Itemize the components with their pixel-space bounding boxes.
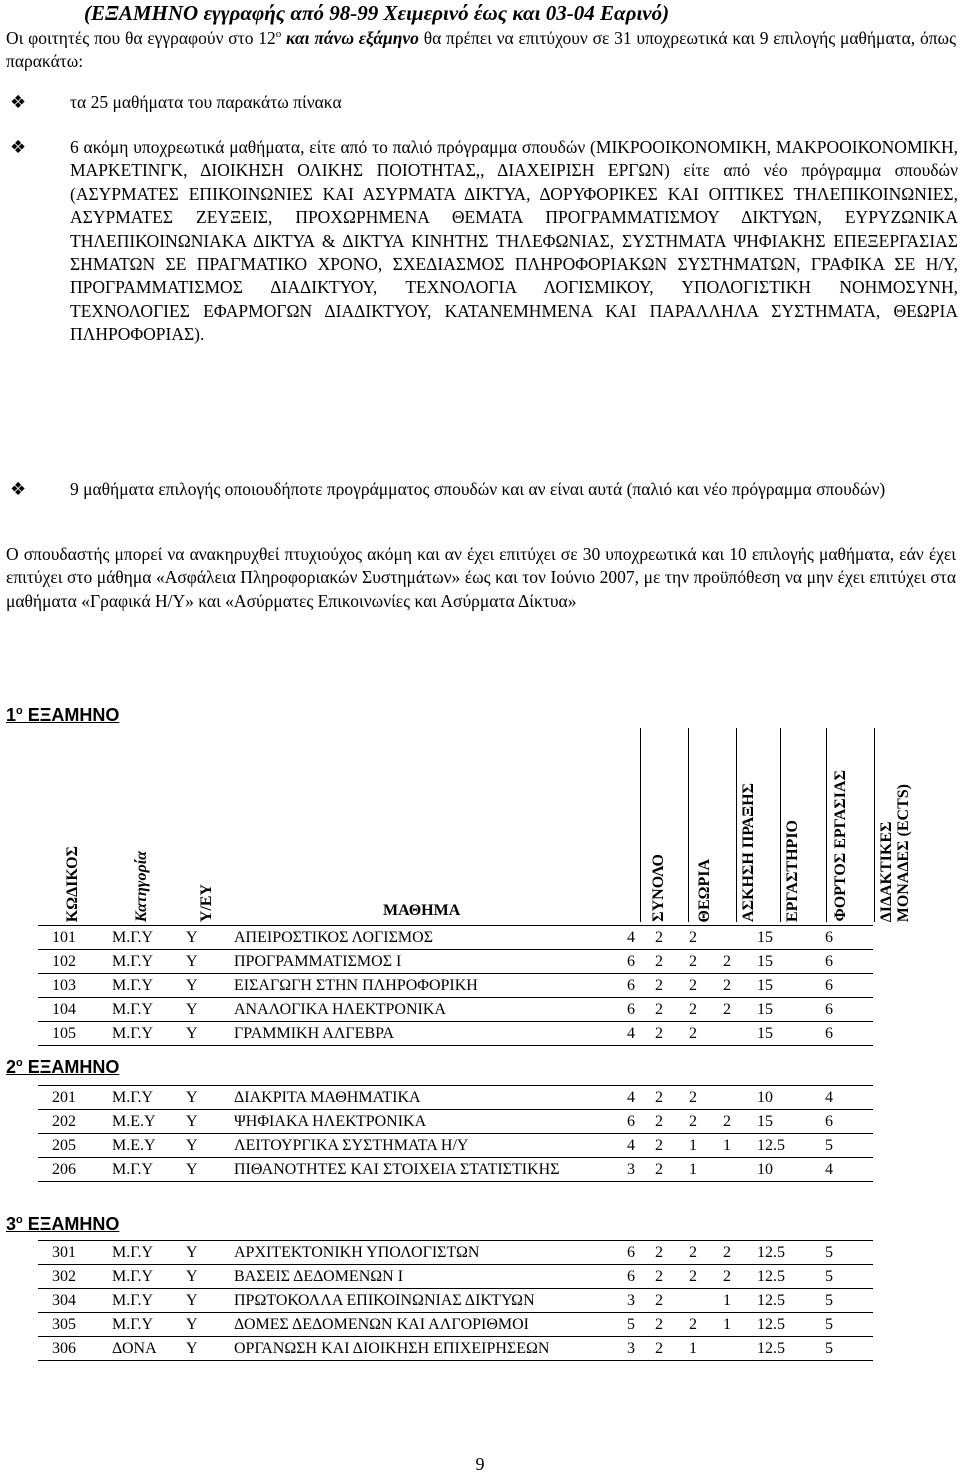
course-theory-hours: 2 [651,1086,685,1110]
course-name: ΒΑΣΕΙΣ ΔΕΔΟΜΕΝΩΝ Ι [230,1265,623,1289]
semester-sup: ο [16,1214,23,1226]
page-number: 9 [475,1454,485,1474]
course-total-hours: 6 [623,1241,651,1265]
course-table [38,1240,873,1361]
course-theory-hours: 2 [651,926,685,950]
course-theory-hours: 2 [651,1022,685,1046]
intro-text-post: θα πρέπει να επιτύχουν σε 31 υποχρεωτικά και 9 επιλογής μαθήματα, όπως παρακάτω: [6,28,957,72]
header-type: Υ/ΕΥ [198,883,215,922]
course-ects: 5 [821,1241,873,1265]
course-category: Μ.Γ.Υ [108,1022,178,1046]
course-type: Υ [178,1110,230,1134]
course-name: ΕΙΣΑΓΩΓΗ ΣΤΗΝ ΠΛΗΡΟΦΟΡΙΚΗ [230,974,623,998]
course-theory-hours: 2 [651,1158,685,1182]
header-divider [780,728,781,922]
table-row [38,926,873,950]
course-ects: 4 [821,1158,873,1182]
course-type: Υ [178,1241,230,1265]
semester-sup: ο [16,705,23,717]
page-title: (ΕΞΑΜΗΝΟ εγγραφής από 98-99 Χειμερινό έως και 03-04 Εαρινό) [84,1,670,25]
course-name: ΟΡΓΑΝΩΣΗ ΚΑΙ ΔΙΟΙΚΗΣΗ ΕΠΙΧΕΙΡΗΣΕΩΝ [230,1337,623,1361]
intro-sup: ο [275,28,282,41]
header-divider [874,728,875,922]
course-workload: 12.5 [753,1241,821,1265]
course-total-hours: 6 [623,974,651,998]
course-practice-hours: 2 [685,974,719,998]
course-theory-hours: 2 [651,1337,685,1361]
course-total-hours: 4 [623,1022,651,1046]
course-lab-hours [719,926,753,950]
header-code: ΚΩΔΙΚΟΣ [64,845,81,922]
course-workload: 10 [753,1086,821,1110]
course-lab-hours: 1 [719,1313,753,1337]
course-type: Υ [178,1086,230,1110]
course-lab-hours: 2 [719,974,753,998]
course-workload: 15 [753,974,821,998]
header-divider [736,728,737,922]
course-category: Μ.Γ.Υ [108,1158,178,1182]
semester-heading [6,1056,119,1078]
course-lab-hours: 2 [719,1110,753,1134]
header-ects [878,784,912,922]
header-lab: ΕΡΓΑΣΤΗΡΙΟ [784,819,801,922]
course-category: Μ.Γ.Υ [108,926,178,950]
header-ects-line1: ΔΙΔΑΚΤΙΚΕΣ [878,821,895,922]
course-workload: 15 [753,1022,821,1046]
header-divider [826,728,827,922]
course-name: ΑΝΑΛΟΓΙΚΑ ΗΛΕΚΤΡΟΝΙΚΑ [230,998,623,1022]
course-code: 104 [38,998,108,1022]
course-name: ΓΡΑΜΜΙΚΗ ΑΛΓΕΒΡΑ [230,1022,623,1046]
table-row [38,1265,873,1289]
course-category: Μ.Γ.Υ [108,1086,178,1110]
course-name: ΑΠΕΙΡΟΣΤΙΚΟΣ ΛΟΓΙΣΜΟΣ [230,926,623,950]
course-type: Υ [178,1337,230,1361]
course-workload: 12.5 [753,1313,821,1337]
course-code: 306 [38,1337,108,1361]
course-lab-hours [719,1022,753,1046]
course-name: ΑΡΧΙΤΕΚΤΟΝΙΚΗ ΥΠΟΛΟΓΙΣΤΩΝ [230,1241,623,1265]
course-ects: 5 [821,1313,873,1337]
course-theory-hours: 2 [651,1110,685,1134]
course-practice-hours: 2 [685,1265,719,1289]
bullet-text: 6 ακόμη υποχρεωτικά μαθήματα, είτε από το παλιό πρόγραμμα σπουδών (ΜΙΚΡΟΟΙΚΟΝΟΜΙΚΗ, ΜΑΚΡΟΟΙΚΟΝΟΜΙΚΗ, ΜΑΡΚΕΤΙΝΓΚ, ΔΙΟΙΚΗΣΗ ΟΛΙΚΗΣ ΠΟΙΟΤΗΤΑΣ,, ΔΙΑΧΕΙΡΙΣΗ ΕΡΓΩΝ) είτε από νέο πρόγραμμα σπουδών (ΑΣΥΡΜΑΤΕΣ ΕΠΙΚΟΙΝΩΝΙΕΣ ΚΑΙ ΑΣΥΡΜΑΤΑ ΔΙΚΤΥΑ, ΔΟΡΥΦΟΡΙΚΕΣ ΚΑΙ ΟΠΤΙΚΕΣ ΤΗΛΕΠΙΚΟΙΝΩΝΙΕΣ, ΑΣΥΡΜΑΤΕΣ ΖΕΥΞΕΙΣ, ΠΡΟΧΩΡΗΜΕΝΑ ΘΕΜΑΤΑ ΠΡΟΓΡΑΜΜΑΤΙΣΜΟΥ ΔΙΚΤΥΩΝ, ΕΥΡΥΖΩΝΙΚΑ ΤΗΛΕΠΙΚΟΙΝΩΝΙΑΚΑ ΔΙΚΤΥΑ & ΔΙΚΤΥΑ ΚΙΝΗΤΗΣ ΤΗΛΕΦΩΝΙΑΣ, ΣΥΣΤΗΜΑΤΑ ΨΗΦΙΑΚΗΣ ΕΠΕΞΕΡΓΑΣΙΑΣ ΣΗΜΑΤΩΝ ΣΕ ΠΡΑΓΜΑΤΙΚΟ ΧΡΟΝΟ, ΣΧΕΔΙΑΣΜΟΣ ΠΛΗΡΟΦΟΡΙΑΚΩΝ ΣΥΣΤΗΜΑΤΩΝ, ΓΡΑΦΙΚΑ ΣΕ Η/Υ, ΠΡΟΓΡΑΜΜΑΤΙΣΜΟΣ ΔΙΑΔΙΚΤΥΟΥ, ΤΕΧΝΟΛΟΓΙΑ ΛΟΓΙΣΜΙΚΟΥ, ΥΠΟΛΟΓΙΣΤΙΚΗ ΝΟΗΜΟΣΥΝΗ, ΤΕΧΝΟΛΟΓΙΕΣ ΕΦΑΡΜΟΓΩΝ ΔΙΑΔΙΚΤΥΟΥ, ΚΑΤΑΝΕΜΗΜΕΝΑ ΚΑΙ ΠΑΡΑΛΛΗΛΑ ΣΥΣΤΗΜΑΤΑ, ΘΕΩΡΙΑ ΠΛΗΡΟΦΟΡΙΑΣ). [70,137,958,345]
bullet-text: τα 25 μαθήματα του παρακάτω πίνακα [70,92,342,112]
course-total-hours: 5 [623,1313,651,1337]
course-practice-hours: 2 [685,998,719,1022]
intro-bold-text: και πάνω εξάμηνο [281,28,419,48]
course-type: Υ [178,974,230,998]
course-total-hours: 6 [623,1265,651,1289]
course-theory-hours: 2 [651,1134,685,1158]
course-theory-hours: 2 [651,1265,685,1289]
semester-heading [6,1213,119,1235]
course-theory-hours: 2 [651,1313,685,1337]
course-workload: 15 [753,998,821,1022]
course-ects: 6 [821,950,873,974]
course-type: Υ [178,1313,230,1337]
course-ects: 6 [821,1110,873,1134]
course-lab-hours: 1 [719,1289,753,1313]
course-workload: 15 [753,926,821,950]
course-total-hours: 3 [623,1158,651,1182]
semester-number: 1 [6,705,17,725]
course-category: Μ.Γ.Υ [108,1241,178,1265]
course-ects: 5 [821,1134,873,1158]
course-code: 302 [38,1265,108,1289]
intro-text-pre: Οι φοιτητές που θα εγγραφούν στο 12 [6,28,276,48]
diamond-bullet-icon: ❖ [10,92,27,113]
course-workload: 12.5 [753,1289,821,1313]
course-lab-hours [719,1086,753,1110]
course-practice-hours: 2 [685,1313,719,1337]
course-ects: 6 [821,1022,873,1046]
intro-paragraph [6,27,956,74]
course-theory-hours: 2 [651,1241,685,1265]
course-name: ΔΙΑΚΡΙΤΑ ΜΑΘΗΜΑΤΙΚΑ [230,1086,623,1110]
header-category: Κατηγορία [133,850,150,922]
table-row [38,1022,873,1046]
course-lab-hours: 2 [719,998,753,1022]
course-lab-hours [719,1337,753,1361]
semester-number: 2 [6,1057,17,1077]
course-total-hours: 6 [623,1110,651,1134]
course-code: 304 [38,1289,108,1313]
course-total-hours: 4 [623,926,651,950]
course-code: 102 [38,950,108,974]
course-workload: 12.5 [753,1134,821,1158]
course-practice-hours: 1 [685,1337,719,1361]
course-name: ΠΡΩΤΟΚΟΛΛΑ ΕΠΙΚΟΙΝΩΝΙΑΣ ΔΙΚΤΥΩΝ [230,1289,623,1313]
table-row [38,974,873,998]
course-type: Υ [178,1265,230,1289]
course-total-hours: 6 [623,998,651,1022]
course-code: 105 [38,1022,108,1046]
header-theory: ΘΕΩΡΙΑ [696,858,713,922]
course-code: 305 [38,1313,108,1337]
course-practice-hours: 1 [685,1158,719,1182]
course-category: Μ.Ε.Υ [108,1110,178,1134]
course-category: Μ.Ε.Υ [108,1134,178,1158]
course-lab-hours: 2 [719,1265,753,1289]
course-lab-hours: 1 [719,1134,753,1158]
course-lab-hours: 2 [719,1241,753,1265]
table-row [38,1313,873,1337]
header-total: ΣΥΝΟΛΟ [650,854,667,922]
table-row [38,950,873,974]
diamond-bullet-icon: ❖ [10,479,27,500]
course-theory-hours: 2 [651,1289,685,1313]
course-lab-hours [719,1158,753,1182]
course-total-hours: 3 [623,1289,651,1313]
course-code: 206 [38,1158,108,1182]
table-row [38,1289,873,1313]
semester-label: ΕΞΑΜΗΝΟ [22,705,120,725]
course-practice-hours: 1 [685,1134,719,1158]
semester-sup: ο [16,1057,23,1069]
course-practice-hours: 2 [685,926,719,950]
course-category: Μ.Γ.Υ [108,998,178,1022]
course-type: Υ [178,1134,230,1158]
course-ects: 6 [821,998,873,1022]
course-code: 101 [38,926,108,950]
header-ects-line2: ΜΟΝΑΔΕΣ (ECTS) [895,783,912,922]
table-row [38,1337,873,1361]
course-type: Υ [178,1022,230,1046]
course-category: Μ.Γ.Υ [108,950,178,974]
course-practice-hours: 2 [685,1022,719,1046]
course-type: Υ [178,926,230,950]
semester-heading [6,704,119,726]
course-workload: 15 [753,950,821,974]
course-code: 205 [38,1134,108,1158]
course-lab-hours: 2 [719,950,753,974]
course-workload: 12.5 [753,1265,821,1289]
table-row [38,998,873,1022]
course-ects: 5 [821,1265,873,1289]
course-category: ΔΟΝΑ [108,1337,178,1361]
table-row [38,1086,873,1110]
header-practice: ΑΣΚΗΣΗ ΠΡΑΞΗΣ [740,783,757,922]
course-practice-hours: 2 [685,1241,719,1265]
course-total-hours: 3 [623,1337,651,1361]
course-ects: 6 [821,926,873,950]
course-code: 301 [38,1241,108,1265]
course-workload: 12.5 [753,1337,821,1361]
course-name: ΨΗΦΙΑΚΑ ΗΛΕΚΤΡΟΝΙΚΑ [230,1110,623,1134]
course-category: Μ.Γ.Υ [108,1313,178,1337]
course-ects: 4 [821,1086,873,1110]
course-code: 103 [38,974,108,998]
course-code: 202 [38,1110,108,1134]
course-practice-hours [685,1289,719,1313]
header-divider [688,728,689,922]
course-practice-hours: 2 [685,1110,719,1134]
course-ects: 6 [821,974,873,998]
semester-label: ΕΞΑΜΗΝΟ [22,1214,120,1234]
course-total-hours: 4 [623,1086,651,1110]
table-row [38,1134,873,1158]
course-code: 201 [38,1086,108,1110]
table-row [38,1241,873,1265]
diamond-bullet-icon: ❖ [10,137,27,158]
course-category: Μ.Γ.Υ [108,1289,178,1313]
course-theory-hours: 2 [651,974,685,998]
semester-label: ΕΞΑΜΗΝΟ [22,1057,120,1077]
note-paragraph: Ο σπουδαστής μπορεί να ανακηρυχθεί πτυχιούχος ακόμη και αν έχει επιτύχει σε 30 υποχρεωτικά και 10 επιλογής μαθήματα, εάν έχει επιτύχει στο μάθημα «Ασφάλεια Πληροφοριακών Συστημάτων» έως και τον Ιούνιο 2007, με την προϋπόθεση να μην έχει επιτύχει στα μαθήματα «Γραφικά Η/Υ» και «Ασύρματες Επικοινωνίες και Ασύρματα Δίκτυα» [6,544,956,611]
bullet-text: 9 μαθήματα επιλογής οποιουδήποτε προγράμματος σπουδών και αν είναι αυτά (παλιό και νέο πρόγραμμα σπουδών) [70,479,886,499]
course-total-hours: 4 [623,1134,651,1158]
course-type: Υ [178,950,230,974]
course-practice-hours: 2 [685,950,719,974]
course-table [38,1085,873,1182]
course-theory-hours: 2 [651,998,685,1022]
course-category: Μ.Γ.Υ [108,974,178,998]
header-course: ΜΑΘΗΜΑ [383,902,461,919]
course-category: Μ.Γ.Υ [108,1265,178,1289]
table-row [38,1110,873,1134]
course-theory-hours: 2 [651,950,685,974]
course-ects: 5 [821,1289,873,1313]
course-table [38,925,873,1046]
semester-number: 3 [6,1214,17,1234]
course-type: Υ [178,1289,230,1313]
table-header [38,728,922,922]
course-name: ΠΙΘΑΝΟΤΗΤΕΣ ΚΑΙ ΣΤΟΙΧΕΙΑ ΣΤΑΤΙΣΤΙΚΗΣ [230,1158,623,1182]
header-divider [640,728,641,922]
header-workload: ΦΟΡΤΟΣ ΕΡΓΑΣΙΑΣ [832,770,849,922]
course-type: Υ [178,998,230,1022]
course-ects: 5 [821,1337,873,1361]
course-workload: 15 [753,1110,821,1134]
table-row [38,1158,873,1182]
course-total-hours: 6 [623,950,651,974]
course-practice-hours: 2 [685,1086,719,1110]
course-name: ΛΕΙΤΟΥΡΓΙΚΑ ΣΥΣΤΗΜΑΤΑ Η/Υ [230,1134,623,1158]
course-type: Υ [178,1158,230,1182]
course-name: ΠΡΟΓΡΑΜΜΑΤΙΣΜΟΣ Ι [230,950,623,974]
course-name: ΔΟΜΕΣ ΔΕΔΟΜΕΝΩΝ ΚΑΙ ΑΛΓΟΡΙΘΜΟΙ [230,1313,623,1337]
course-workload: 10 [753,1158,821,1182]
